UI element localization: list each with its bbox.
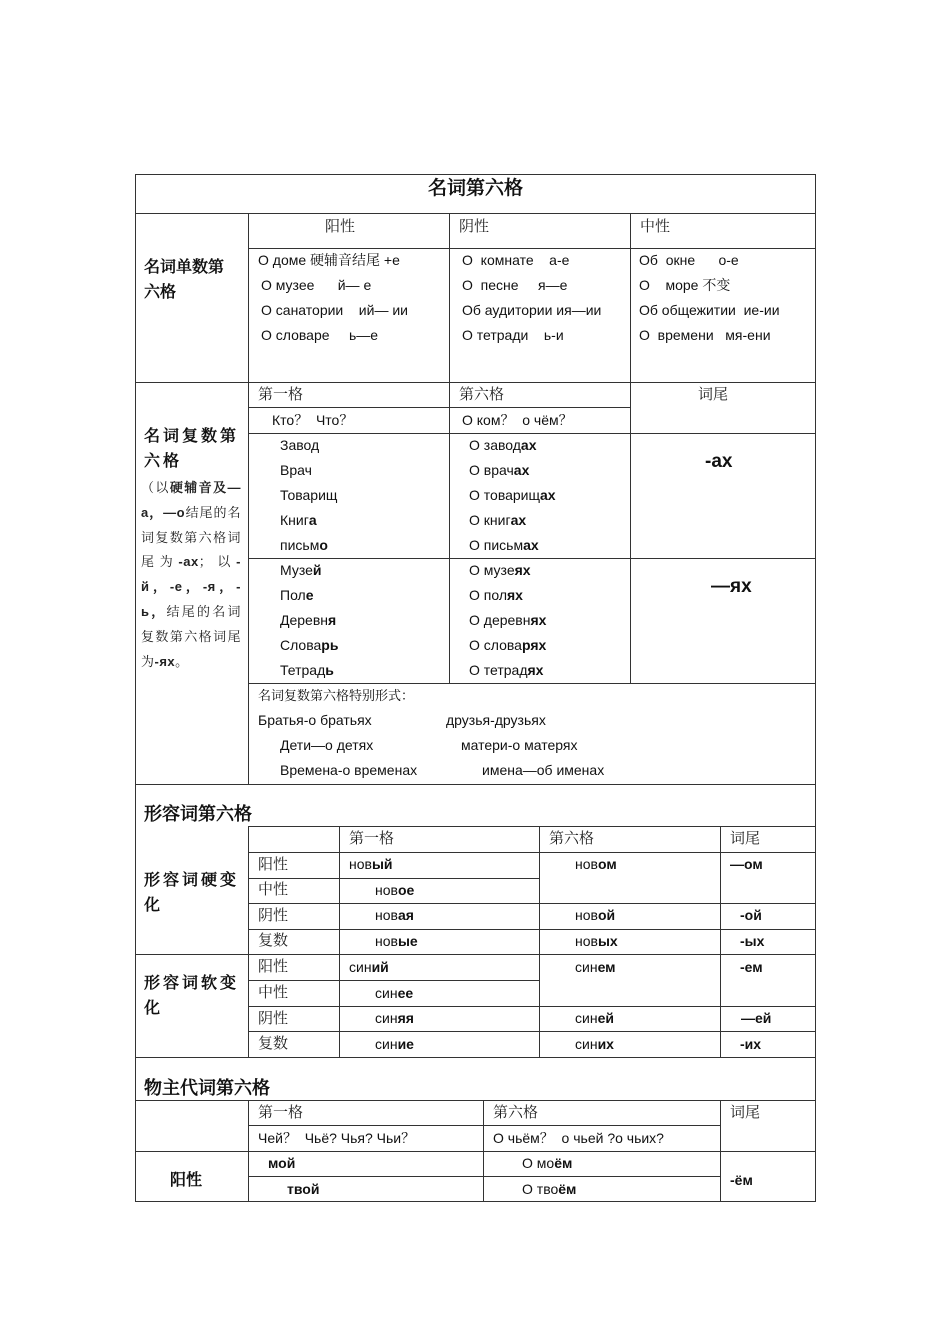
plural-noun-first: Товарищ <box>280 487 338 503</box>
special-form: Братья-о братьях <box>258 712 372 728</box>
poss-question-first: Чей？ Чьё? Чья? Чьи？ <box>258 1130 416 1146</box>
special-form: друзья-друзьях <box>446 712 546 728</box>
possessive-section-title: 物主代词第六格 <box>144 1078 270 1098</box>
singular-masc-line: О музее й— е <box>261 277 372 293</box>
adj-sixth-form: синем <box>575 959 616 975</box>
plural-noun-first: Завод <box>280 437 320 453</box>
header-ending: 词尾 <box>698 387 729 403</box>
adj-ending: -ых <box>740 933 765 949</box>
gender-label: 阳性 <box>258 857 289 873</box>
poss-sixth-form: О моём <box>522 1155 573 1171</box>
special-form: Времена-о временах <box>280 762 418 778</box>
singular-masc-line: О доме 硬辅音结尾 +е <box>258 252 400 268</box>
plural-note-part: 硬辅音及—а，—о <box>141 480 241 520</box>
plural-noun-sixth: О полях <box>469 587 523 603</box>
ending-yah: —ях <box>711 576 752 597</box>
poss-header-ending: 词尾 <box>730 1105 761 1121</box>
poss-header-sixth: 第六格 <box>493 1105 539 1121</box>
singular-fem-line: О комнате а-е <box>462 252 570 268</box>
singular-neut-line: Об окне о-е <box>639 252 739 268</box>
gender-label: 阴性 <box>258 1011 289 1027</box>
adj-sixth-form: новых <box>575 933 618 949</box>
plural-note-part: -й，-е，-я，-ь， <box>141 554 241 619</box>
plural-note-part: -ях <box>154 653 176 669</box>
gender-label: 阴性 <box>258 908 289 924</box>
plural-noun-sixth: О книгах <box>469 512 527 528</box>
gender-label: 复数 <box>258 1036 289 1052</box>
plural-noun-sixth: О тетрадях <box>469 662 544 678</box>
special-form: имена—об именах <box>482 762 605 778</box>
header-first-case: 第一格 <box>258 387 304 403</box>
singular-label: 名词单数第六格 <box>144 259 225 301</box>
plural-noun-sixth: О музеях <box>469 562 531 578</box>
plural-noun-first: Музей <box>280 562 322 578</box>
adj-first-form: синий <box>349 959 389 975</box>
poss-question-sixth: О чьём？ о чьей ?о чьих? <box>493 1130 664 1146</box>
plural-noun-sixth: О письмах <box>469 537 539 553</box>
plural-note-part: ；以 <box>198 554 237 570</box>
poss-sixth-form: О твоём <box>522 1181 577 1197</box>
adj-sixth-form: синей <box>575 1010 614 1026</box>
adj-first-form: новый <box>349 856 393 872</box>
plural-noun-first: Тетрадь <box>280 662 334 678</box>
plural-label: 名词复数第六格 <box>144 428 240 470</box>
adj-first-form: синяя <box>375 1010 414 1026</box>
adj-first-form: новая <box>375 907 414 923</box>
hard-declension-label: 形容词硬变化 <box>144 872 240 914</box>
special-forms-title: 名词复数第六格特别形式： <box>258 688 415 703</box>
singular-fem-line: Об аудитории ия—ии <box>462 302 602 318</box>
plural-noun-sixth: О заводах <box>469 437 537 453</box>
question-first-case: Кто？ Что？ <box>272 412 354 428</box>
adj-first-form: синее <box>375 985 414 1001</box>
poss-ending: -ём <box>730 1172 753 1188</box>
plural-noun-sixth: О словарях <box>469 637 547 653</box>
adj-header-sixth: 第六格 <box>549 831 595 847</box>
special-form: Дети—о детях <box>280 737 374 753</box>
singular-neut-line: Об общежитии ие-ии <box>639 302 780 318</box>
header-neuter: 中性 <box>640 219 671 235</box>
poss-masc-label: 阳性 <box>170 1172 203 1189</box>
plural-noun-sixth: О врачах <box>469 462 530 478</box>
plural-noun-first: Деревня <box>280 612 337 628</box>
adj-sixth-form: новой <box>575 907 616 923</box>
soft-declension-label: 形容词软变化 <box>144 975 240 1017</box>
poss-first-form: твой <box>287 1181 320 1197</box>
adj-ending: —ей <box>741 1010 772 1026</box>
header-feminine: 阴性 <box>459 219 490 235</box>
question-sixth-case: О ком？ о чём？ <box>462 412 573 428</box>
plural-noun-first: Словарь <box>280 637 339 653</box>
singular-masc-line: О словаре ь—е <box>261 327 379 343</box>
plural-noun-first: письмо <box>280 537 328 553</box>
adj-header-first: 第一格 <box>349 831 395 847</box>
gender-label: 阳性 <box>258 959 289 975</box>
singular-fem-line: О песне я—е <box>462 277 568 293</box>
plural-note-part: -ах <box>178 554 199 570</box>
plural-noun-first: Книга <box>280 512 317 528</box>
poss-first-form: мой <box>268 1155 296 1171</box>
plural-note-part: （以 <box>141 480 170 495</box>
gender-label: 复数 <box>258 933 289 949</box>
plural-note <box>141 476 241 674</box>
adj-sixth-form: новом <box>575 856 617 872</box>
singular-fem-line: О тетради ь-и <box>462 327 564 343</box>
plural-note-part: 。 <box>175 653 189 669</box>
plural-note-part: 结尾的名词复数第六格词尾为 <box>141 504 241 570</box>
singular-masc-line: О санатории ий— ии <box>261 302 408 318</box>
header-masculine: 阳性 <box>325 219 356 235</box>
poss-header-first: 第一格 <box>258 1105 304 1121</box>
plural-noun-sixth: О деревнях <box>469 612 547 628</box>
adj-first-form: новое <box>375 882 415 898</box>
special-form: матери-о матерях <box>461 737 578 753</box>
adj-ending: —ом <box>730 856 763 872</box>
adj-ending: -ем <box>740 959 763 975</box>
plural-noun-sixth: О товарищах <box>469 487 556 503</box>
adj-first-form: синие <box>375 1036 414 1052</box>
plural-noun-first: Поле <box>280 587 314 603</box>
gender-label: 中性 <box>258 985 289 1001</box>
header-sixth-case: 第六格 <box>459 387 505 403</box>
ending-ah: -ах <box>705 451 733 472</box>
page-title: 名词第六格 <box>427 178 523 199</box>
adj-ending: -их <box>740 1036 762 1052</box>
plural-noun-first: Врач <box>280 462 312 478</box>
adj-sixth-form: синих <box>575 1036 614 1052</box>
adj-first-form: новые <box>375 933 418 949</box>
singular-neut-line: О море 不变 <box>639 277 731 293</box>
plural-note-part: 结尾的名词复数第六格词尾为 <box>141 603 241 669</box>
adj-ending: -ой <box>740 907 762 923</box>
singular-neut-line: О времени мя-ени <box>639 327 771 343</box>
adj-header-ending: 词尾 <box>730 831 761 847</box>
gender-label: 中性 <box>258 882 289 898</box>
adjective-section-title: 形容词第六格 <box>144 804 252 824</box>
